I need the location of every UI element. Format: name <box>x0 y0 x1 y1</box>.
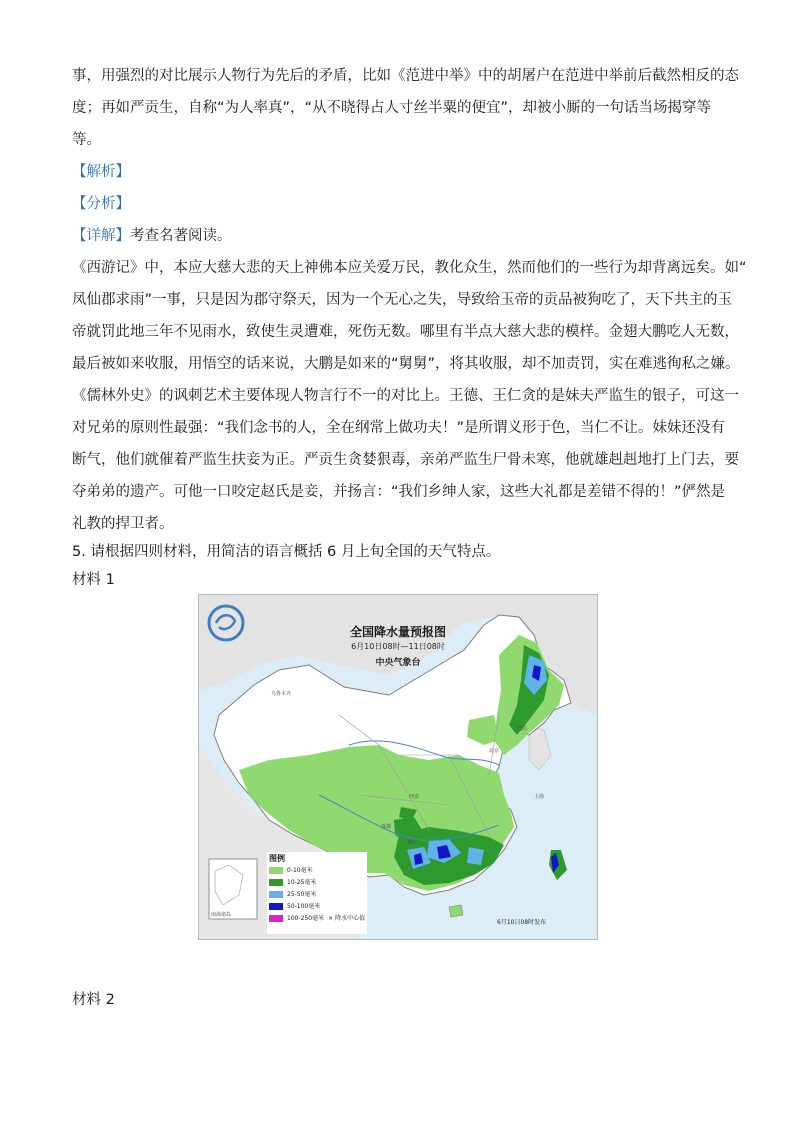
legend-label: 25-50毫米 <box>287 891 317 898</box>
legend-item <box>269 878 316 888</box>
city-label: 沈阳 <box>517 726 528 732</box>
detail-text: 考查名著阅读。 <box>130 228 232 244</box>
text-line: 断气，他们就催着严监生扶妾为正。严贡生贪婪狠毒，亲弟严监生尸骨未寒，他就雄赳赳地打上门去，要 <box>72 452 739 468</box>
text-line: 帝就罚此地三年不见雨水，致使生灵遭难，死伤无数。哪里有半点大慈大悲的模样。金翅大鹏吃人无数， <box>72 324 739 340</box>
legend-swatch <box>269 891 283 898</box>
text-line: 凤仙郡求雨”一事，只是因为郡守祭天，因为一个无心之失，导致给玉帝的贡品被狗吃了，天下共主的玉 <box>72 292 733 308</box>
question-5: 5. 请根据四则材料，用简洁的语言概括 6 月上旬全国的天气特点。 <box>72 544 501 560</box>
legend-swatch <box>269 867 283 874</box>
material-2-label: 材料 2 <box>72 992 115 1008</box>
map-subtitle: 6月10日08时—11日08时 <box>351 642 445 651</box>
text-line: 《西游记》中，本应大慈大悲的天上神佛本应关爱万民，教化众生，然而他们的一些行为却背离远矣。如“ <box>72 260 747 276</box>
text-line: 夺弟弟的遗产。可他一口咬定赵氏是妾，并扬言：“我们乡绅人家，这些大礼都是差错不得的！”俨然是 <box>72 484 726 500</box>
map-legend <box>267 852 367 934</box>
legend-label: 0-10毫米 <box>287 867 313 874</box>
text-line: 对兄弟的原则性最强：“我们念书的人，全在纲常上做功夫！”是所谓义形于色，当仁不让。妹妹还没有 <box>72 420 726 436</box>
detail-line <box>72 222 232 251</box>
city-label: 上海 <box>534 794 545 800</box>
legend-item <box>269 866 313 876</box>
legend-label: 50-100毫米 <box>287 903 321 910</box>
city-label: 重庆 <box>407 840 418 846</box>
legend-swatch <box>269 879 283 886</box>
text-line: 等。 <box>72 132 101 148</box>
city-label: 北京 <box>489 748 500 754</box>
legend-title: 图例 <box>269 854 285 863</box>
map-title: 全国降水量预报图 <box>349 625 446 639</box>
legend-item <box>269 914 365 924</box>
legend-center-marker-icon: × <box>328 915 334 922</box>
legend-swatch <box>269 903 283 910</box>
text-line: 礼教的捍卫者。 <box>72 516 174 532</box>
legend-extra-label: 降水中心值 <box>335 915 366 922</box>
material-1-label: 材料 1 <box>72 572 115 588</box>
legend-label: 10-25毫米 <box>287 879 317 886</box>
legend-label: 100-250毫米 <box>287 915 325 922</box>
precipitation-map <box>198 594 598 940</box>
legend-item <box>269 902 320 912</box>
city-label: 西安 <box>409 794 420 800</box>
map-publish-time: 6月10日08时发布 <box>497 919 547 926</box>
city-label: 乌鲁木齐 <box>271 691 292 697</box>
text-line: 最后被如来收服，用悟空的话来说，大鹏是如来的“舅舅”，将其收服，却不加责罚，实在难逃徇私之嫌。 <box>72 356 740 372</box>
section-tag-xiangjie: 【详解】 <box>72 228 130 244</box>
map-agency: 中央气象台 <box>375 658 421 668</box>
city-label: 成都 <box>381 824 392 830</box>
text-line: 事，用强烈的对比展示人物行为先后的矛盾，比如《范进中举》中的胡屠户在范进中举前后截然相反的态 <box>72 68 739 84</box>
text-line: 度；再如严贡生，自称“为人率真”，“从不晓得占人寸丝半粟的便宜”，却被小厮的一句话当场揭穿等 <box>72 100 712 116</box>
legend-swatch <box>269 915 283 922</box>
legend-item <box>269 890 316 900</box>
section-tag-fenxi: 【分析】 <box>72 196 130 212</box>
section-tag-jiexi: 【解析】 <box>72 164 130 180</box>
text-line: 《儒林外史》的讽刺艺术主要体现人物言行不一的对比上。王德、王仁贪的是妹夫严监生的银子，可这一 <box>72 388 739 404</box>
inset-label: 南海诸岛 <box>211 912 232 918</box>
